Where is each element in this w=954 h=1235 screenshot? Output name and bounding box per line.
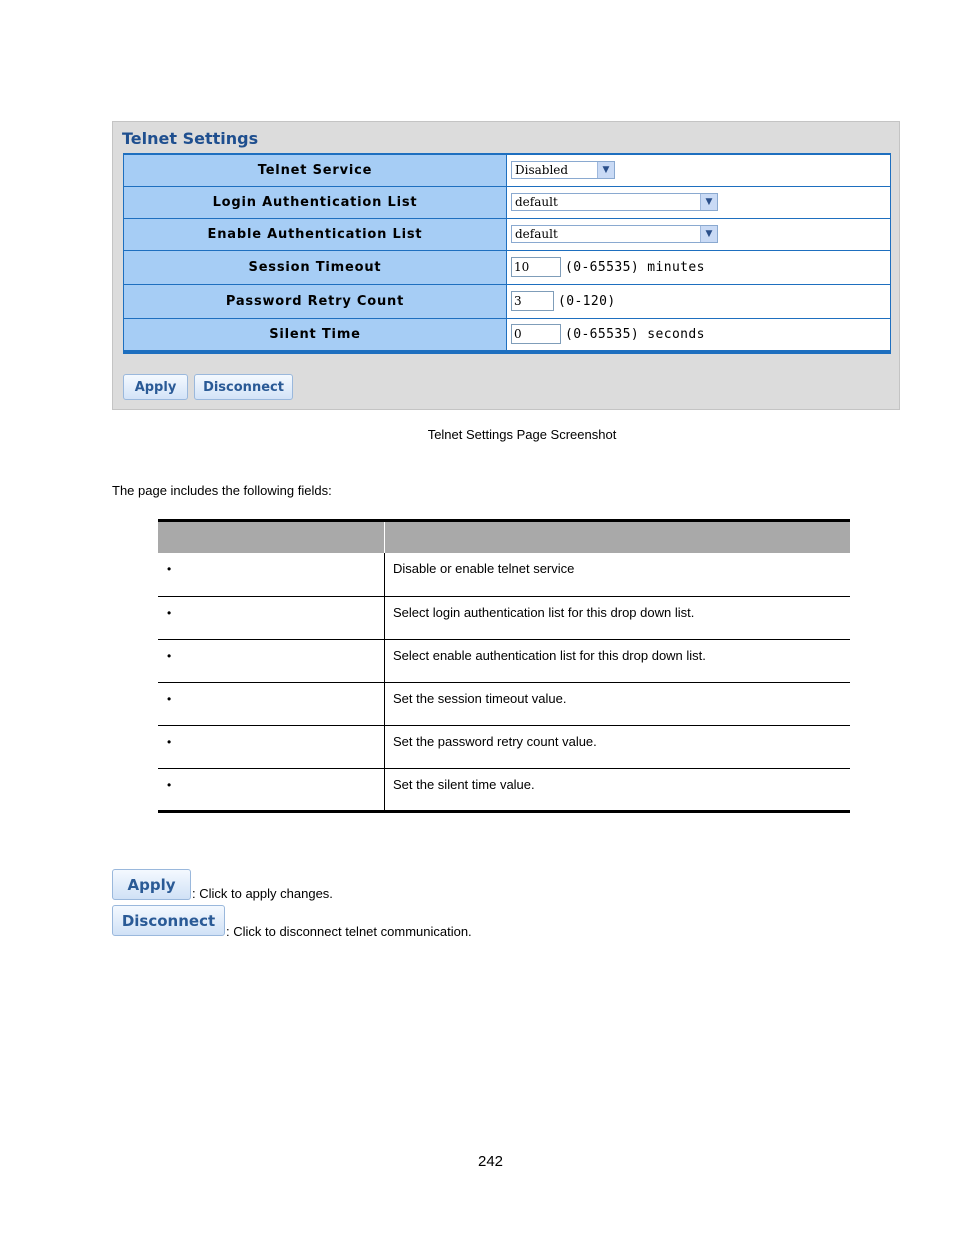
field-description: Select enable authentication list for this drop down list. <box>385 639 851 682</box>
table-row <box>158 768 850 811</box>
row-session-timeout <box>124 250 891 284</box>
row-login-auth-list <box>124 186 891 218</box>
table-row <box>158 596 850 639</box>
session-timeout-unit: (0-65535) minutes <box>565 259 705 275</box>
field-description: Select login authentication list for this drop down list. <box>385 596 851 639</box>
header-description-cell <box>385 521 851 554</box>
telnet-service-label: Telnet Service <box>124 154 507 186</box>
fields-table-header <box>158 521 850 554</box>
fields-table <box>158 519 850 813</box>
field-description: Set the password retry count value. <box>385 725 851 768</box>
telnet-service-select[interactable]: Disabled ▼ <box>511 161 615 179</box>
bullet: • <box>167 605 172 620</box>
silent-time-unit: (0-65535) seconds <box>565 326 705 342</box>
table-row <box>158 639 850 682</box>
login-auth-list-label: Login Authentication List <box>124 186 507 218</box>
row-silent-time <box>124 318 891 352</box>
silent-time-label: Silent Time <box>124 318 507 352</box>
disconnect-button-sample[interactable]: Disconnect <box>112 905 225 936</box>
table-row <box>158 725 850 768</box>
enable-auth-list-select[interactable]: default ▼ <box>511 225 718 243</box>
login-auth-list-select[interactable]: default ▼ <box>511 193 718 211</box>
row-enable-auth-list <box>124 218 891 250</box>
panel-title: Telnet Settings <box>122 129 259 148</box>
bullet: • <box>167 648 172 663</box>
password-retry-count-input[interactable]: 3 <box>511 291 554 311</box>
bullet: • <box>167 777 172 792</box>
field-description: Set the session timeout value. <box>385 682 851 725</box>
session-timeout-label: Session Timeout <box>124 250 507 284</box>
figure-caption: Telnet Settings Page Screenshot <box>427 427 617 442</box>
enable-auth-list-label: Enable Authentication List <box>124 218 507 250</box>
apply-button-sample[interactable]: Apply <box>112 869 191 900</box>
telnet-settings-table <box>123 153 891 354</box>
chevron-down-icon: ▼ <box>700 194 717 210</box>
table-row <box>158 553 850 596</box>
telnet-settings-panel <box>112 121 900 410</box>
bullet: • <box>167 691 172 706</box>
bullet: • <box>167 734 172 749</box>
apply-button[interactable]: Apply <box>123 374 188 400</box>
chevron-down-icon: ▼ <box>597 162 614 178</box>
field-description: Disable or enable telnet service <box>385 553 851 596</box>
silent-time-input[interactable]: 0 <box>511 324 561 344</box>
disconnect-description: : Click to disconnect telnet communication. <box>226 924 472 939</box>
header-object-cell <box>158 521 385 554</box>
row-telnet-service <box>124 154 891 186</box>
session-timeout-input[interactable]: 10 <box>511 257 561 277</box>
bullet: • <box>167 562 172 576</box>
row-password-retry-count <box>124 284 891 318</box>
password-retry-count-label: Password Retry Count <box>124 284 507 318</box>
chevron-down-icon: ▼ <box>700 226 717 242</box>
page-number: 242 <box>477 1153 504 1170</box>
apply-description: : Click to apply changes. <box>192 886 333 901</box>
intro-text: The page includes the following fields: <box>112 483 332 498</box>
table-row <box>158 682 850 725</box>
disconnect-button[interactable]: Disconnect <box>194 374 293 400</box>
field-description: Set the silent time value. <box>385 768 851 811</box>
password-retry-count-unit: (0-120) <box>558 293 616 309</box>
